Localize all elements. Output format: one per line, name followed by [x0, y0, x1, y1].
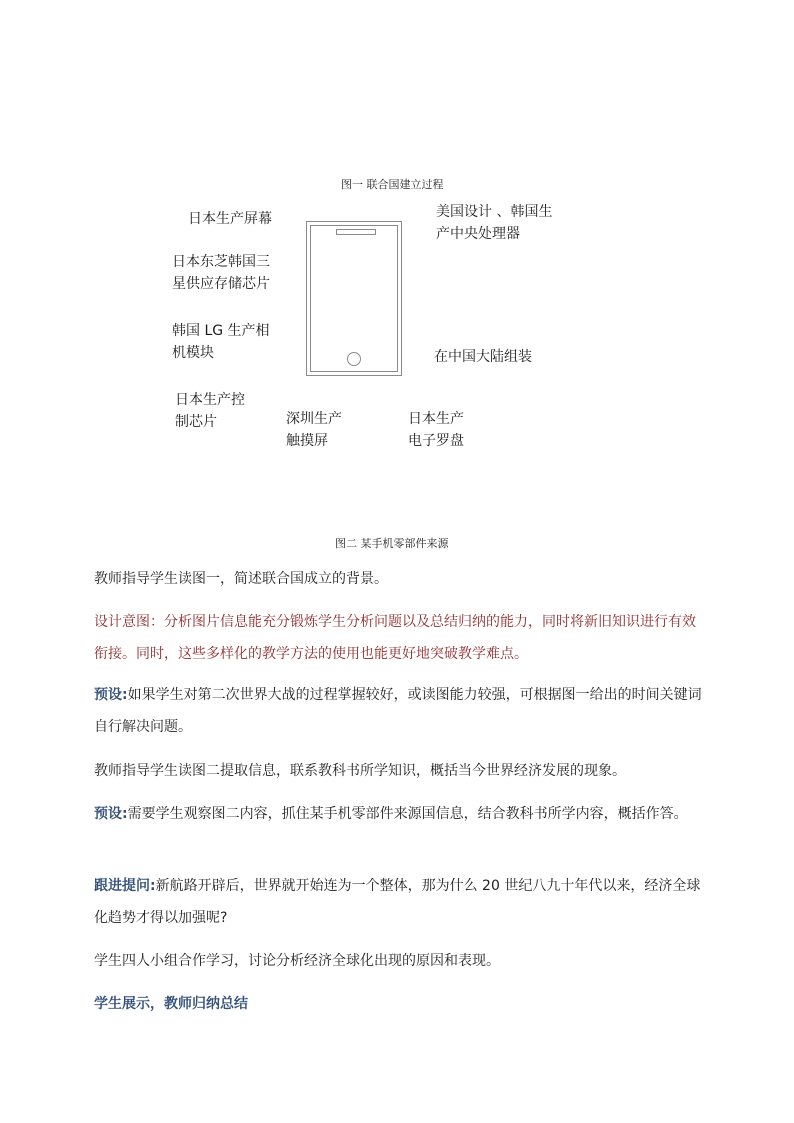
label-toshiba-samsung-line1: 日本东芝韩国三 [172, 254, 270, 270]
label-lg-camera-line2: 机模块 [172, 345, 214, 361]
phone-screen-frame [310, 225, 398, 372]
label-china-assembly: 在中国大陆组装 [434, 349, 532, 365]
paragraph-follow-up-question [94, 870, 706, 934]
figure2-caption: 图二 某手机零部件来源 [335, 537, 449, 550]
paragraph-design-intent: 设计意图：分析图片信息能充分锻炼学生分析问题以及总结归纳的能力，同时将新旧知识进行有效衔接。同时，这些多样化的教学方法的使用也能更好地突破教学难点。 [94, 614, 696, 662]
label-japan-compass-line1: 日本生产 [408, 411, 464, 427]
preset-text: 如果学生对第二次世界大战的过程掌握较好，或读图能力较强，可根据图一给出的时间关键词自行解决问题。 [94, 687, 702, 735]
preset-label: 预设: [94, 687, 128, 703]
paragraph-student-presentation: 学生展示，教师归纳总结 [94, 996, 248, 1012]
phone-speaker [336, 229, 376, 235]
label-usa-korea-cpu-line2: 产中央处理器 [436, 226, 520, 242]
preset-label: 预设: [94, 806, 128, 822]
label-lg-camera-line1: 韩国 LG 生产相 [172, 323, 270, 339]
paragraph-preset-1 [94, 679, 706, 743]
figure1-caption: 图一 联合国建立过程 [341, 178, 444, 191]
label-japan-control-line1: 日本生产控 [175, 392, 245, 408]
label-japan-screen: 日本生产屏幕 [188, 211, 272, 227]
paragraph-preset-2 [94, 798, 706, 830]
label-usa-korea-cpu-line1: 美国设计 、韩国生 [436, 204, 553, 220]
label-shenzhen-touch-line1: 深圳生产 [286, 411, 342, 427]
label-toshiba-samsung-line2: 星供应存储芯片 [172, 276, 270, 292]
phone-home-button [347, 352, 361, 366]
label-shenzhen-touch-line2: 触摸屏 [286, 433, 328, 449]
preset-text: 需要学生观察图二内容，抓住某手机零部件来源国信息，结合教科书所学内容，概括作答。 [127, 806, 688, 822]
label-japan-control-line2: 制芯片 [175, 414, 217, 430]
follow-up-label: 跟进提问: [94, 878, 156, 894]
label-japan-compass-line2: 电子罗盘 [408, 433, 464, 449]
paragraph-teacher-guide-fig2: 教师指导学生读图二提取信息，联系教科书所学知识，概括当今世界经济发展的现象。 [94, 763, 626, 779]
phone-outline [306, 221, 402, 376]
paragraph-group-work: 学生四人小组合作学习，讨论分析经济全球化出现的原因和表现。 [94, 953, 500, 969]
paragraph-teacher-guide-fig1: 教师指导学生读图一，简述联合国成立的背景。 [94, 571, 388, 587]
follow-up-text: 新航路开辟后，世界就开始连为一个整体，那为什么 20 世纪八九十年代以来，经济全球化趋势才得以加强呢? [94, 878, 701, 926]
